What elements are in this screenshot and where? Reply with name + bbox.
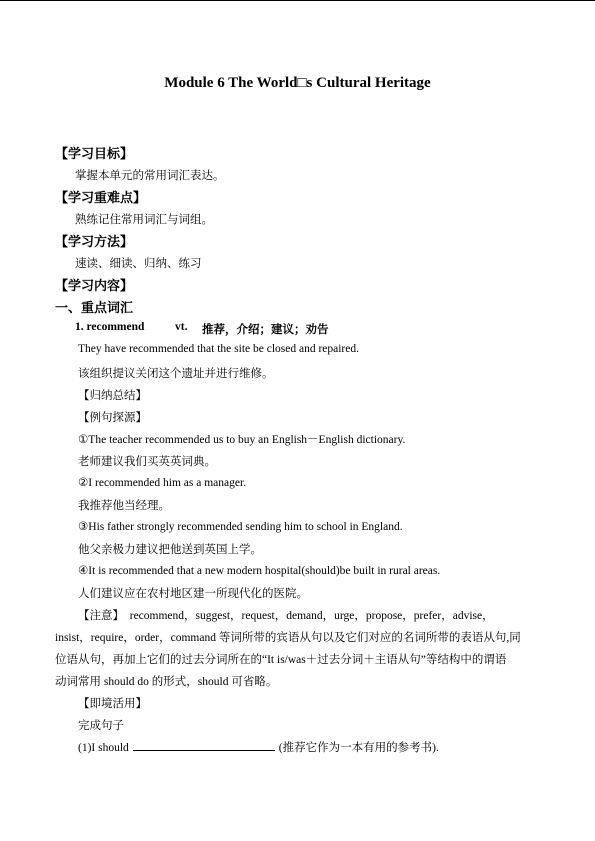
complete-label: 完成句子	[78, 720, 124, 732]
exercise-prefix: (1)I should	[78, 742, 129, 754]
explore-label: 【例句探源】	[78, 412, 147, 424]
entry-meaning: 推荐，介绍；建议；劝告	[202, 324, 329, 336]
key-points-text: 熟练记住常用词汇与词组。	[75, 214, 213, 226]
example-2-zh: 我推荐他当经理。	[78, 500, 170, 512]
practice-label: 【即境活用】	[78, 698, 147, 710]
summary-label: 【归纳总结】	[78, 390, 147, 402]
page-top-border	[0, 0, 595, 1]
exercise-1	[78, 739, 439, 755]
answer-blank[interactable]	[133, 740, 275, 751]
note-line-1: 【注意】 recommend，suggest，request，demand，urge，propose，prefer，advise，	[78, 610, 494, 622]
example-3-en: ③His father strongly recommended sending him to school in England.	[78, 521, 403, 533]
entry-word: 1. recommend	[75, 321, 145, 333]
example-3-zh: 他父亲极力建议把他送到英国上学。	[78, 544, 262, 556]
example-4-zh: 人们建议应在农村地区建一所现代化的医院。	[78, 588, 308, 600]
example-english: They have recommended that the site be closed and repaired.	[78, 343, 359, 355]
note-line-4: 动词常用 should do 的形式，should 可省略。	[55, 676, 278, 688]
example-1-zh: 老师建议我们买英英词典。	[78, 456, 216, 468]
example-2-en: ②I recommended him as a manager.	[78, 477, 247, 489]
note-line-3: 位语从句，再加上它们的过去分词所在的“It is/was＋过去分词＋主语从句”等结构中的谓语	[55, 654, 507, 666]
method-heading: 【学习方法】	[55, 234, 134, 249]
entry-pos: vt.	[175, 321, 188, 333]
key-points-heading: 【学习重难点】	[55, 190, 147, 205]
example-1-en: ①The teacher recommended us to buy an English－English dictionary.	[78, 434, 406, 446]
vocab-heading: 一、重点词汇	[55, 300, 134, 315]
method-text: 速读、细读、归纳、练习	[75, 258, 202, 270]
exercise-hint: (推荐它作为一本有用的参考书).	[278, 742, 439, 754]
goals-text: 掌握本单元的常用词汇表达。	[75, 170, 225, 182]
page-title: Module 6 The World□s Cultural Heritage	[164, 75, 431, 91]
note-line-2: insist，require，order，command 等词所带的宾语从句以及它们对应的名词所带的表语从句,同	[55, 632, 521, 644]
goals-heading: 【学习目标】	[55, 146, 134, 161]
content-heading: 【学习内容】	[55, 278, 134, 293]
example-chinese: 该组织提议关闭这个遗址并进行维修。	[78, 368, 274, 380]
example-4-en: ④It is recommended that a new modern hospital(should)be built in rural areas.	[78, 565, 441, 577]
